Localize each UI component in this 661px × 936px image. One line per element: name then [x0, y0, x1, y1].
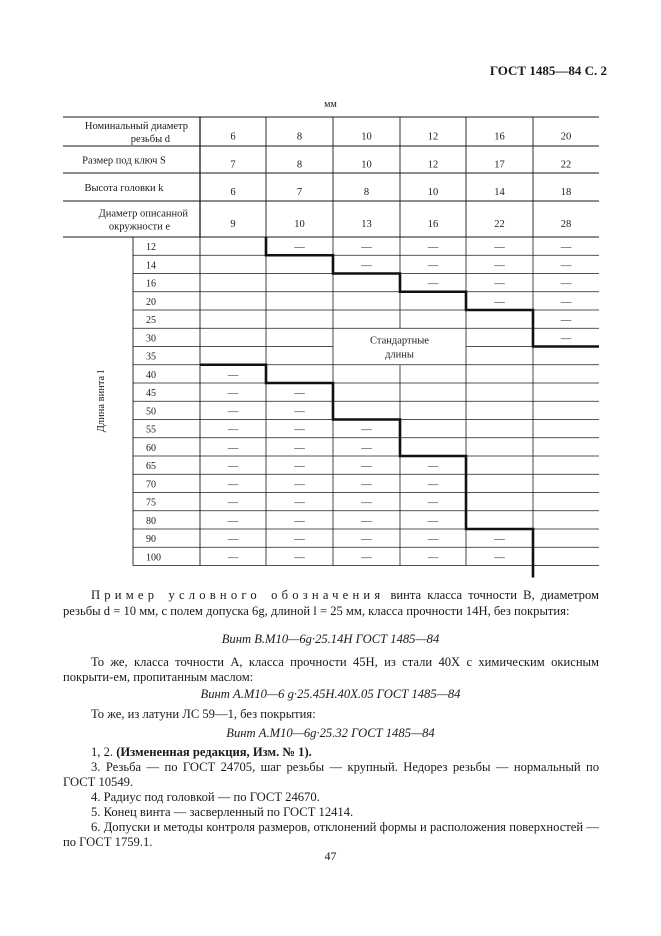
dash-upper-4-3: —: [494, 296, 505, 308]
param-value-1-4: 17: [494, 159, 505, 171]
standard-lengths-label-2: длины: [385, 349, 414, 361]
dash-lower-3-14: —: [427, 497, 439, 509]
standard-lengths-label-1: Стандартные: [370, 335, 429, 347]
dash-lower-2-16: —: [361, 534, 372, 546]
dash-lower-2-13: —: [361, 479, 372, 491]
dash-lower-0-14: —: [227, 497, 239, 509]
length-label-25: 25: [146, 315, 156, 327]
param-value-0-1: 8: [296, 131, 303, 143]
document-reference: ГОСТ 1485—84 С. 2: [489, 63, 607, 78]
dash-upper-4-0: —: [494, 242, 505, 254]
length-label-100: 100: [146, 552, 161, 564]
param-value-1-3: 12: [427, 159, 439, 171]
dash-upper-1-0: —: [294, 242, 305, 254]
dash-lower-0-9: —: [227, 406, 239, 418]
note-1-2-bold: (Измененная редакция, Изм. № 1).: [116, 745, 312, 759]
param-value-3-1: 10: [294, 219, 305, 230]
dash-lower-2-14: —: [361, 497, 372, 509]
example-text: винта класса точности В, диаметром резьбы d = 10 мм, с полем допуска 6g, длиной l = 25 мм, класса прочности 14Н, без покрытия:: [63, 588, 600, 618]
param-value-0-4: 16: [494, 131, 505, 143]
dash-upper-2-0: —: [361, 242, 372, 254]
table-units-label: мм: [324, 99, 337, 110]
dash-lower-3-16: —: [427, 534, 439, 546]
length-label-80: 80: [146, 515, 156, 527]
param-value-0-5: 20: [560, 131, 572, 143]
param-value-2-4: 14: [494, 187, 505, 198]
note-5: 5. Конец винта — засверленный по ГОСТ 12414.: [91, 805, 354, 819]
dash-lower-0-17: —: [227, 552, 239, 564]
designation-1: Винт В.М10—6g·25.14Н ГОСТ 1485—84: [221, 632, 440, 646]
dash-upper-3-1: —: [427, 260, 439, 272]
length-label-60: 60: [146, 442, 156, 454]
dash-lower-3-17: —: [427, 552, 439, 564]
paragraph-same-class-a: То же, класса точности А, класса прочности 45Н, из стали 40Х с химическим окисным покрыти-ем, пропитанным маслом:: [63, 655, 599, 684]
dash-upper-5-4: —: [560, 315, 572, 327]
length-axis-label: Длина винта l: [96, 370, 107, 433]
param-value-3-2: 13: [361, 219, 372, 230]
dash-lower-0-12: —: [227, 461, 239, 473]
param-value-0-2: 10: [361, 131, 372, 143]
dash-lower-1-16: —: [294, 534, 305, 546]
dash-lower-1-9: —: [294, 406, 305, 418]
dash-upper-5-3: —: [560, 296, 572, 308]
dash-upper-5-0: —: [560, 242, 572, 254]
note-1-2: [63, 745, 599, 760]
dash-lower-1-10: —: [294, 424, 305, 436]
dash-lower-3-15: —: [427, 515, 439, 527]
length-label-70: 70: [146, 479, 156, 491]
param-value-0-0: 6: [230, 131, 236, 143]
dash-lower-1-15: —: [294, 515, 305, 527]
param-value-2-1: 7: [296, 187, 303, 198]
length-label-30: 30: [146, 333, 156, 345]
designation-3: Винт А.М10—6g·25.32 ГОСТ 1485—84: [226, 726, 435, 740]
param-value-3-0: 9: [230, 219, 236, 230]
param-value-0-3: 12: [427, 131, 439, 143]
dash-lower-1-8: —: [294, 388, 305, 400]
param-value-2-0: 6: [230, 187, 236, 198]
length-label-12: 12: [146, 242, 156, 254]
param-value-1-1: 8: [296, 159, 303, 171]
param-value-1-5: 22: [560, 159, 572, 171]
dash-lower-1-12: —: [294, 461, 305, 473]
length-label-14: 14: [146, 260, 156, 272]
length-label-40: 40: [146, 369, 156, 381]
dash-lower-1-14: —: [294, 497, 305, 509]
note-1-2-prefix: 1, 2.: [91, 745, 117, 759]
param-value-1-0: 7: [230, 159, 236, 171]
dash-lower-2-15: —: [361, 515, 372, 527]
dash-lower-0-7: —: [227, 369, 239, 381]
length-label-45: 45: [146, 388, 156, 400]
length-label-75: 75: [146, 497, 156, 509]
dash-lower-0-13: —: [227, 479, 239, 491]
param-value-2-2: 8: [363, 187, 370, 198]
dash-upper-5-5: —: [560, 333, 572, 345]
length-label-16: 16: [146, 278, 156, 290]
dash-lower-1-13: —: [294, 479, 305, 491]
dash-lower-0-15: —: [227, 515, 239, 527]
dash-lower-4-16: —: [494, 534, 505, 546]
example-heading: Пример условного обозначения: [91, 588, 385, 602]
dash-lower-1-17: —: [294, 552, 305, 564]
dash-lower-4-17: —: [494, 552, 505, 564]
page-number: 47: [324, 849, 337, 863]
dash-lower-2-10: —: [361, 424, 372, 436]
param-value-1-2: 10: [361, 159, 372, 171]
param-value-3-5: 28: [560, 219, 572, 230]
dash-lower-0-16: —: [227, 534, 239, 546]
dash-lower-0-10: —: [227, 424, 239, 436]
param-value-2-5: 18: [560, 187, 572, 198]
dash-lower-0-11: —: [227, 442, 239, 454]
dash-upper-4-1: —: [494, 260, 505, 272]
dash-lower-1-11: —: [294, 442, 305, 454]
dash-upper-5-1: —: [560, 260, 572, 272]
dash-upper-5-2: —: [560, 278, 572, 290]
dash-lower-0-8: —: [227, 388, 239, 400]
designation-example-paragraph: [63, 588, 599, 619]
note-6: 6. Допуски и методы контроля размеров, отклонений формы и расположения поверхностей — по ГОСТ 1759.1.: [63, 820, 599, 849]
length-label-20: 20: [146, 296, 156, 308]
paragraph-brass: То же, из латуни ЛС 59—1, без покрытия:: [91, 707, 316, 721]
param-label-0-1: резьбы d: [130, 134, 170, 145]
dash-lower-2-11: —: [361, 442, 372, 454]
param-label-1-0: Размер под ключ S: [82, 155, 166, 167]
dash-upper-4-2: —: [494, 278, 505, 290]
note-3: 3. Резьба — по ГОСТ 24705, шаг резьбы — крупный. Недорез резьбы — нормальный по ГОСТ 10549.: [63, 760, 599, 789]
param-label-3-0: Диаметр описанной: [98, 208, 188, 220]
note-4: 4. Радиус под головкой — по ГОСТ 24670.: [91, 790, 320, 804]
param-value-3-3: 16: [427, 219, 439, 230]
param-label-2-0: Высота головки k: [84, 183, 164, 194]
param-value-2-3: 10: [427, 187, 439, 198]
length-label-90: 90: [146, 534, 156, 546]
designation-2: Винт А.М10—6 g·25.45Н.40Х.05 ГОСТ 1485—84: [200, 687, 461, 701]
param-label-0-0: Номинальный диаметр: [84, 121, 188, 132]
dash-upper-3-2: —: [427, 278, 439, 290]
dash-upper-2-1: —: [361, 260, 372, 272]
param-value-3-4: 22: [494, 219, 505, 230]
param-label-3-1: окружности e: [108, 221, 170, 233]
dash-lower-3-12: —: [427, 461, 439, 473]
length-label-35: 35: [146, 351, 156, 363]
length-label-65: 65: [146, 461, 156, 473]
length-label-55: 55: [146, 424, 156, 436]
dash-lower-2-12: —: [361, 461, 372, 473]
length-label-50: 50: [146, 406, 156, 418]
dash-lower-2-17: —: [361, 552, 372, 564]
dash-upper-3-0: —: [427, 242, 439, 254]
dash-lower-3-13: —: [427, 479, 439, 491]
